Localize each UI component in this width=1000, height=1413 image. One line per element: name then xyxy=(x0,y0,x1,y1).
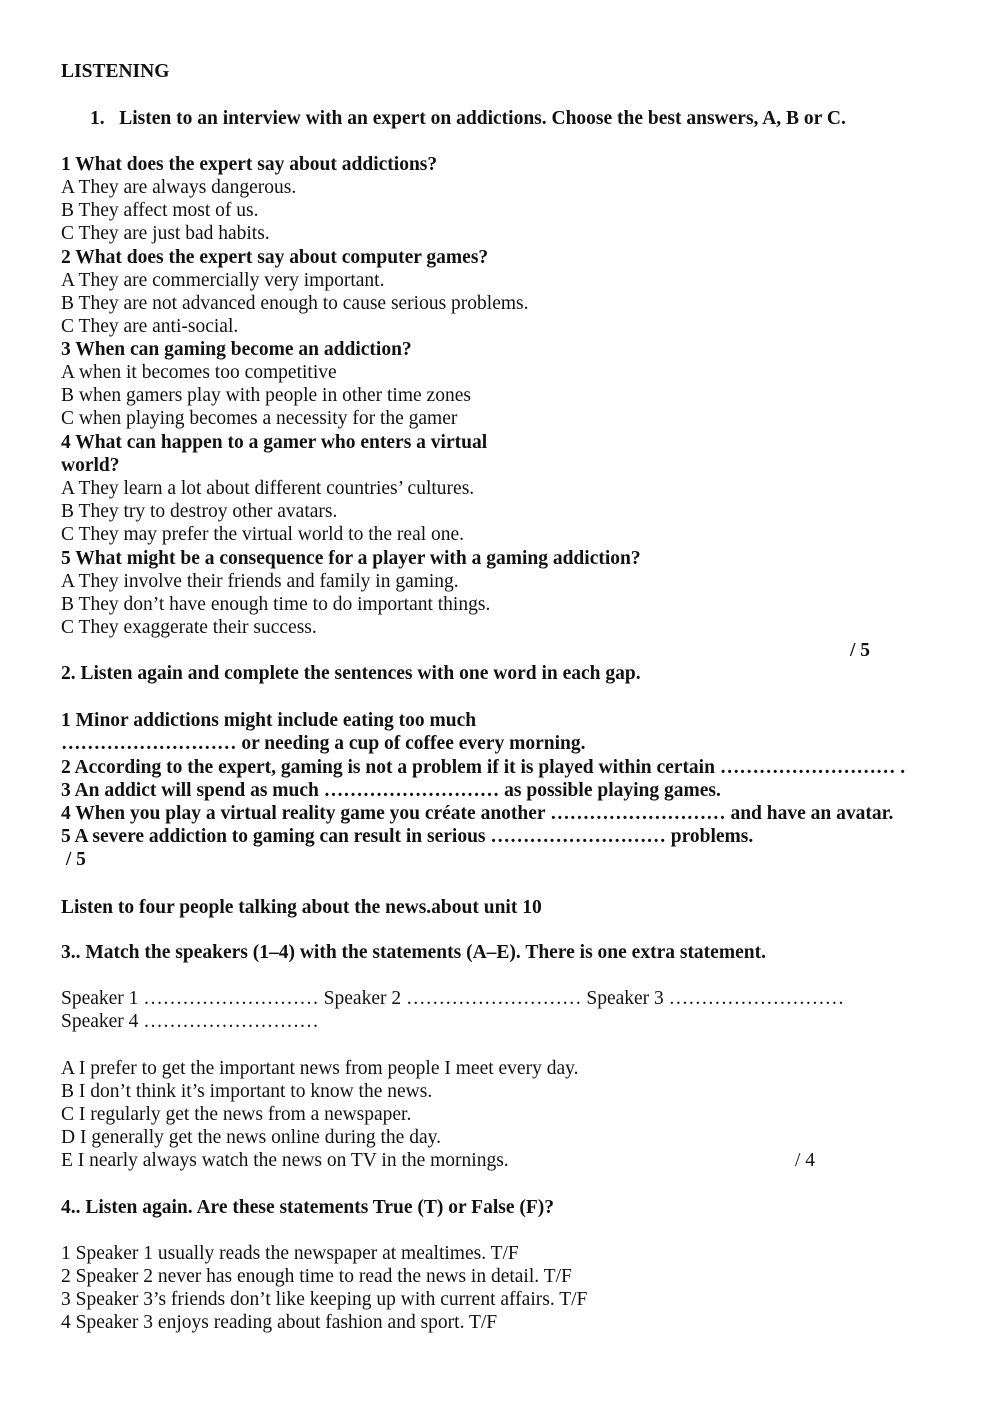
q2-option-b: B They are not advanced enough to cause serious problems. xyxy=(61,293,529,314)
q3-option-a: A when it becomes too competitive xyxy=(61,362,337,383)
ex1-instruction: 1. Listen to an interview with an expert on addictions. Choose the best answers, A, B or C. xyxy=(90,108,846,129)
q3-option-b: B when gamers play with people in other time zones xyxy=(61,385,471,406)
ex1-score: / 5 xyxy=(850,640,871,661)
ex3-statement-a: A I prefer to get the important news from people I meet every day. xyxy=(61,1058,579,1079)
q1-text: 1 What does the expert say about addictions? xyxy=(61,154,438,175)
q4-option-b: B They try to destroy other avatars. xyxy=(61,501,338,522)
q3-option-c: C when playing becomes a necessity for the gamer xyxy=(61,408,458,429)
q1-option-c: C They are just bad habits. xyxy=(61,223,270,244)
ex4-statement-4: 4 Speaker 3 enjoys reading about fashion and sport. T/F xyxy=(61,1312,498,1333)
ex3-statement-b: B I don’t think it’s important to know the news. xyxy=(61,1081,433,1102)
ex2-line-3: 3 An addict will spend as much ……………………… as possible playing games. xyxy=(61,780,721,801)
q1-option-a: A They are always dangerous. xyxy=(61,177,297,198)
q5-option-a: A They involve their friends and family in gaming. xyxy=(61,571,459,592)
ex4-statement-2: 2 Speaker 2 never has enough time to read the news in detail. T/F xyxy=(61,1266,572,1287)
section-heading: LISTENING xyxy=(61,61,170,82)
q4-text-line1: 4 What can happen to a gamer who enters a virtual xyxy=(61,432,488,453)
q5-option-c: C They exaggerate their success. xyxy=(61,617,317,638)
ex3-statement-c: C I regularly get the news from a newspaper. xyxy=(61,1104,412,1125)
ex2-score: / 5 xyxy=(61,849,86,870)
ex2-line-5: 5 A severe addiction to gaming can result in serious ……………………… problems. xyxy=(61,826,754,847)
ex2-line-1a: 1 Minor addictions might include eating too much xyxy=(61,710,477,731)
ex3-statement-e: E I nearly always watch the news on TV in the mornings. xyxy=(61,1150,509,1171)
ex2-line-2: 2 According to the expert, gaming is not a problem if it is played within certain ……………………… . xyxy=(61,757,906,778)
ex4-instruction: 4.. Listen again. Are these statements True (T) or False (F)? xyxy=(61,1197,555,1218)
q1-option-b: B They affect most of us. xyxy=(61,200,259,221)
ex3-speakers-line2: Speaker 4 ……………………… xyxy=(61,1011,319,1032)
q4-option-c: C They may prefer the virtual world to the real one. xyxy=(61,524,465,545)
ex3-score: / 4 xyxy=(795,1150,816,1171)
ex2-instruction: 2. Listen again and complete the sentences with one word in each gap. xyxy=(61,663,641,684)
ex2-line-1b: ……………………… or needing a cup of coffee every morning. xyxy=(61,733,586,754)
q2-text: 2 What does the expert say about computer games? xyxy=(61,247,489,268)
q2-option-c: C They are anti-social. xyxy=(61,316,239,337)
ex3-speakers-line1: Speaker 1 ……………………… Speaker 2 ……………………… Speaker 3 ……………………… xyxy=(61,988,845,1009)
q5-text: 5 What might be a consequence for a player with a gaming addiction? xyxy=(61,548,641,569)
q2-option-a: A They are commercially very important. xyxy=(61,270,385,291)
ex4-statement-1: 1 Speaker 1 usually reads the newspaper at mealtimes. T/F xyxy=(61,1243,519,1264)
ex3-statement-d: D I generally get the news online during the day. xyxy=(61,1127,441,1148)
q4-text-line2: world? xyxy=(61,455,120,476)
ex3-intro: Listen to four people talking about the news.about unit 10 xyxy=(61,897,542,918)
ex4-statement-3: 3 Speaker 3’s friends don’t like keeping up with current affairs. T/F xyxy=(61,1289,588,1310)
q3-text: 3 When can gaming become an addiction? xyxy=(61,339,412,360)
q5-option-b: B They don’t have enough time to do important things. xyxy=(61,594,491,615)
q4-option-a: A They learn a lot about different countries’ cultures. xyxy=(61,478,475,499)
ex3-instruction: 3.. Match the speakers (1–4) with the statements (A–E). There is one extra statement. xyxy=(61,942,766,963)
ex2-line-4: 4 When you play a virtual reality game you créate another ……………………… and have an avatar. xyxy=(61,803,894,824)
